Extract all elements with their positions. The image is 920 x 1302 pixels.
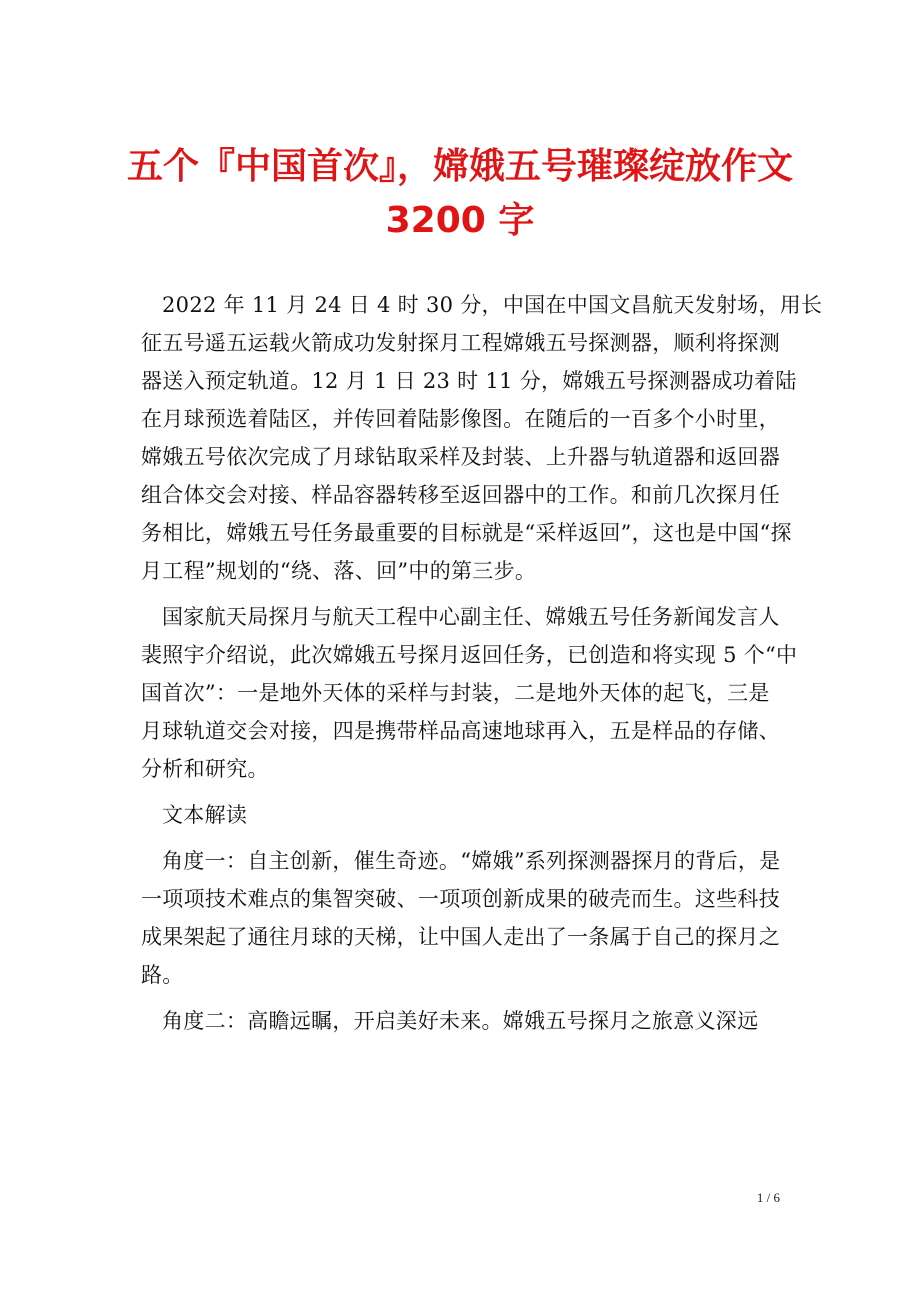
text-line: 月工程”规划的“绕、落、回”中的第三步。	[141, 559, 537, 583]
text-line: 国首次”：一是地外天体的采样与封装，二是地外天体的起飞，三是	[141, 681, 770, 705]
text-line: 器送入预定轨道。12 月 1 日 23 时 11 分，嫦娥五号探测器成功着陆	[141, 369, 797, 393]
document-body	[141, 286, 823, 1040]
text-line: 务相比，嫦娥五号任务最重要的目标就是“采样返回”，这也是中国“探	[141, 521, 792, 545]
title-line-1: 五个『中国首次』，嫦娥五号璀璨绽放作文	[126, 146, 793, 187]
text-line: 国家航天局探月与航天工程中心副主任、嫦娥五号任务新闻发言人	[162, 605, 780, 629]
paragraph-angle-two	[141, 1002, 791, 1040]
text-line: 在月球预选着陆区，并传回着陆影像图。在随后的一百多个小时里，	[141, 407, 780, 431]
title-line-2: 3200 字	[385, 200, 535, 241]
page-number: 1 / 6	[756, 1190, 780, 1205]
text-line: 嫦娥五号依次完成了月球钻取采样及封装、上升器与轨道器和返回器	[141, 445, 780, 469]
paragraph-angle-one	[141, 842, 791, 994]
text-line: 分析和研究。	[141, 757, 269, 781]
text-line: 一项项技术难点的集智突破、一项项创新成果的破壳而生。这些科技	[141, 887, 780, 911]
text-line: 角度一：自主创新，催生奇迹。“嫦娥”系列探测器探月的背后，是	[162, 849, 781, 873]
text-line: 2022 年 11 月 24 日 4 时 30 分，中国在中国文昌航天发射场，用长	[162, 293, 823, 317]
text-line: 月球轨道交会对接，四是携带样品高速地球再入，五是样品的存储、	[141, 719, 780, 743]
text-line: 成果架起了通往月球的天梯，让中国人走出了一条属于自己的探月之	[141, 925, 780, 949]
text-line: 征五号遥五运载火箭成功发射探月工程嫦娥五号探测器，顺利将探测	[141, 331, 780, 355]
paragraph-firsts	[141, 598, 798, 788]
text-line: 路。	[141, 963, 184, 987]
text-line: 角度二：高瞻远瞩，开启美好未来。嫦娥五号探月之旅意义深远	[162, 1009, 759, 1033]
section-heading: 文本解读	[162, 803, 248, 827]
text-line: 裴照宇介绍说，此次嫦娥五号探月返回任务，已创造和将实现 5 个“中	[141, 643, 798, 667]
paragraph-heading-interpretation	[141, 796, 791, 834]
paragraph-launch	[141, 286, 823, 590]
document-title	[0, 140, 920, 248]
text-line: 组合体交会对接、样品容器转移至返回器中的工作。和前几次探月任	[141, 483, 780, 507]
